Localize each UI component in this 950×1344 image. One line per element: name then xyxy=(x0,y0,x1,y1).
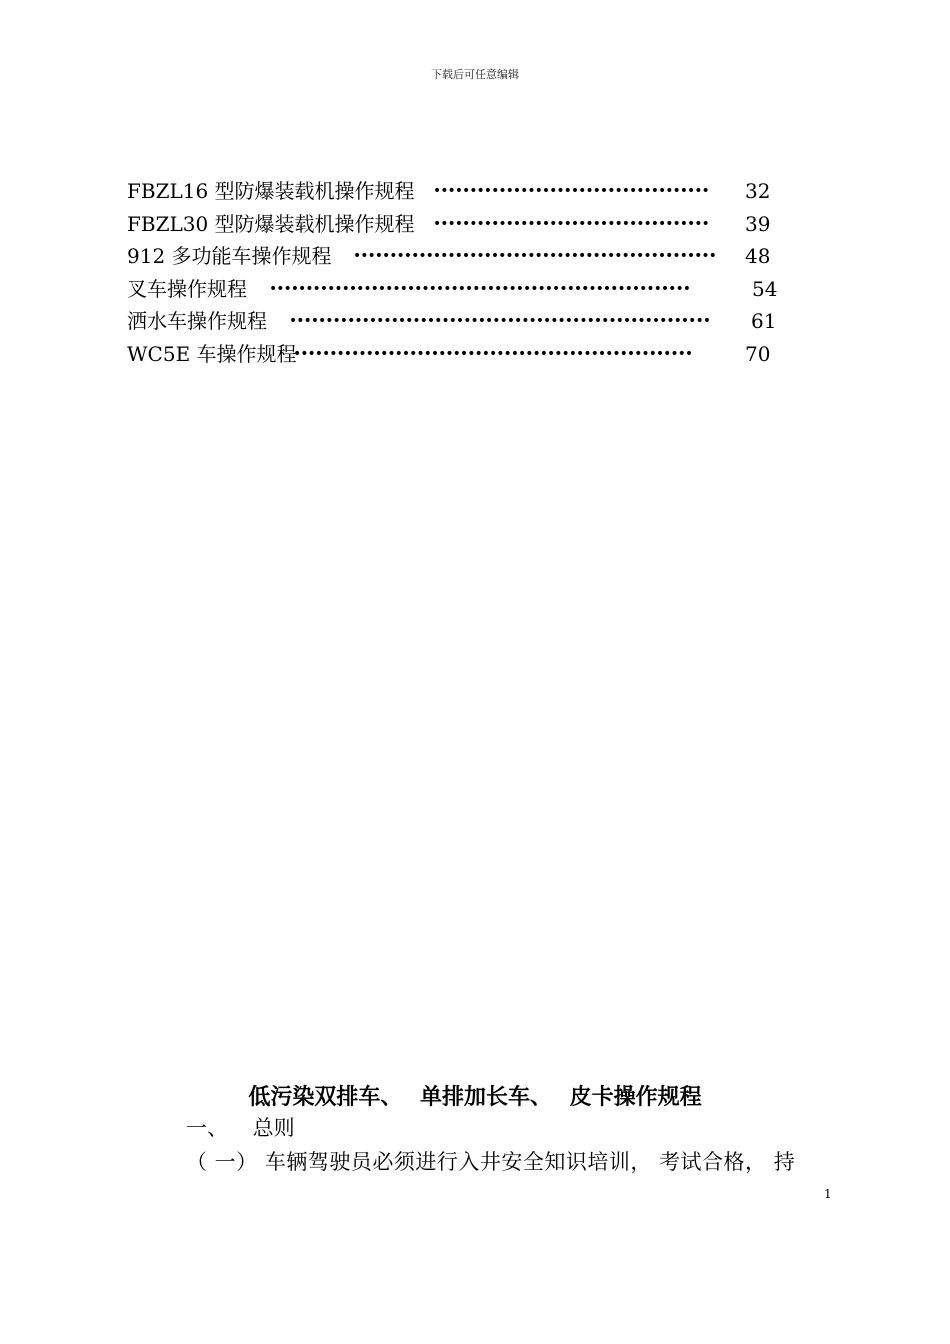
toc-entry-page: 32 xyxy=(745,179,771,203)
section-subheading: 一、 总则 xyxy=(186,1116,295,1140)
toc-entry xyxy=(127,305,807,338)
toc-entry xyxy=(127,240,807,273)
toc-entry-title: WC5E 车操作规程 xyxy=(127,341,297,366)
toc-leader: •••••••••••••••••••••••••••••••••••••• xyxy=(433,183,709,199)
toc-entry xyxy=(127,208,807,241)
toc-entry xyxy=(127,175,807,208)
toc-entry-page: 54 xyxy=(752,276,778,301)
section-title: 低污染双排车、 单排加长车、 皮卡操作规程 xyxy=(248,1085,702,1110)
toc-entry-page: 39 xyxy=(745,211,771,236)
toc-entry xyxy=(127,338,807,371)
toc-leader: ••••••••••••••••••••••••••••••••••••••••••••••••••••••• xyxy=(293,345,693,362)
toc-entry xyxy=(127,273,807,306)
toc-entry-title: FBZL30 型防爆装载机操作规程 xyxy=(127,211,415,236)
toc-entry-page: 48 xyxy=(745,244,771,268)
toc-leader: •••••••••••••••••••••••••••••••••••••••••••••••••••••••••• xyxy=(289,313,710,329)
toc-entry-title: FBZL16 型防爆装载机操作规程 xyxy=(127,179,415,203)
page-header: 下载后可任意编辑 xyxy=(431,68,519,81)
toc-entry-page: 70 xyxy=(745,341,771,366)
toc-leader: •••••••••••••••••••••••••••••••••••••••••••••••••••••••••• xyxy=(269,280,690,297)
body-paragraph: （ 一） 车辆驾驶员必须进行入井安全知识培训， 考试合格， 持 xyxy=(186,1150,796,1174)
toc-entry-title: 912 多功能车操作规程 xyxy=(127,244,332,268)
page-number: 1 xyxy=(824,1187,832,1201)
toc-leader: •••••••••••••••••••••••••••••••••••••••••••••••••• xyxy=(353,248,716,264)
toc-leader: •••••••••••••••••••••••••••••••••••••• xyxy=(433,215,709,232)
toc-entry-title: 叉车操作规程 xyxy=(127,276,247,301)
toc-entry-title: 洒水车操作规程 xyxy=(127,309,267,333)
toc-entry-page: 61 xyxy=(751,309,777,333)
table-of-contents xyxy=(127,175,807,370)
